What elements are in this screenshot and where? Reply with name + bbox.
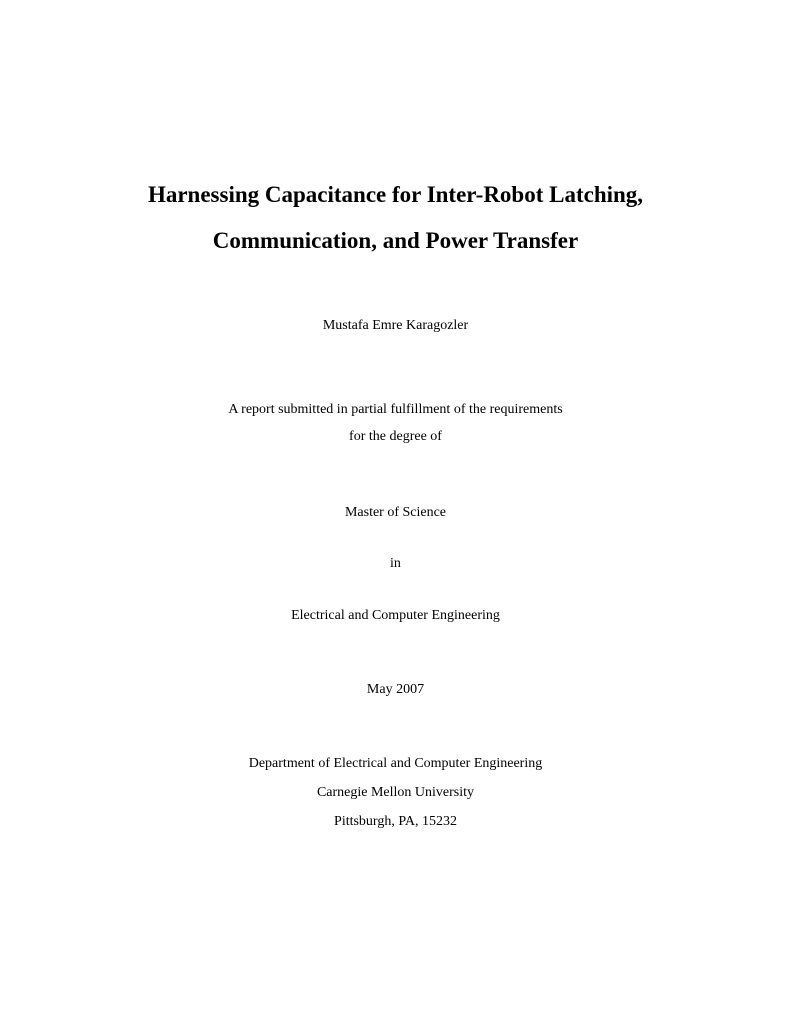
department-name: Department of Electrical and Computer Engineering [248, 756, 543, 771]
title-line-2: Communication, and Power Transfer [212, 228, 579, 253]
submission-line-2: for the degree of [349, 429, 442, 444]
author-name: Mustafa Emre Karagozler [322, 318, 469, 333]
location-text: Pittsburgh, PA, 15232 [334, 814, 457, 829]
degree-name: Master of Science [344, 505, 447, 520]
university-name: Carnegie Mellon University [316, 785, 475, 800]
submission-date: May 2007 [366, 682, 425, 697]
field-of-study: Electrical and Computer Engineering [291, 608, 500, 623]
title-line-1: Harnessing Capacitance for Inter-Robot Latching, [147, 182, 644, 207]
in-word: in [390, 556, 401, 571]
submission-line-1: A report submitted in partial fulfillment of the requirements [228, 402, 563, 417]
